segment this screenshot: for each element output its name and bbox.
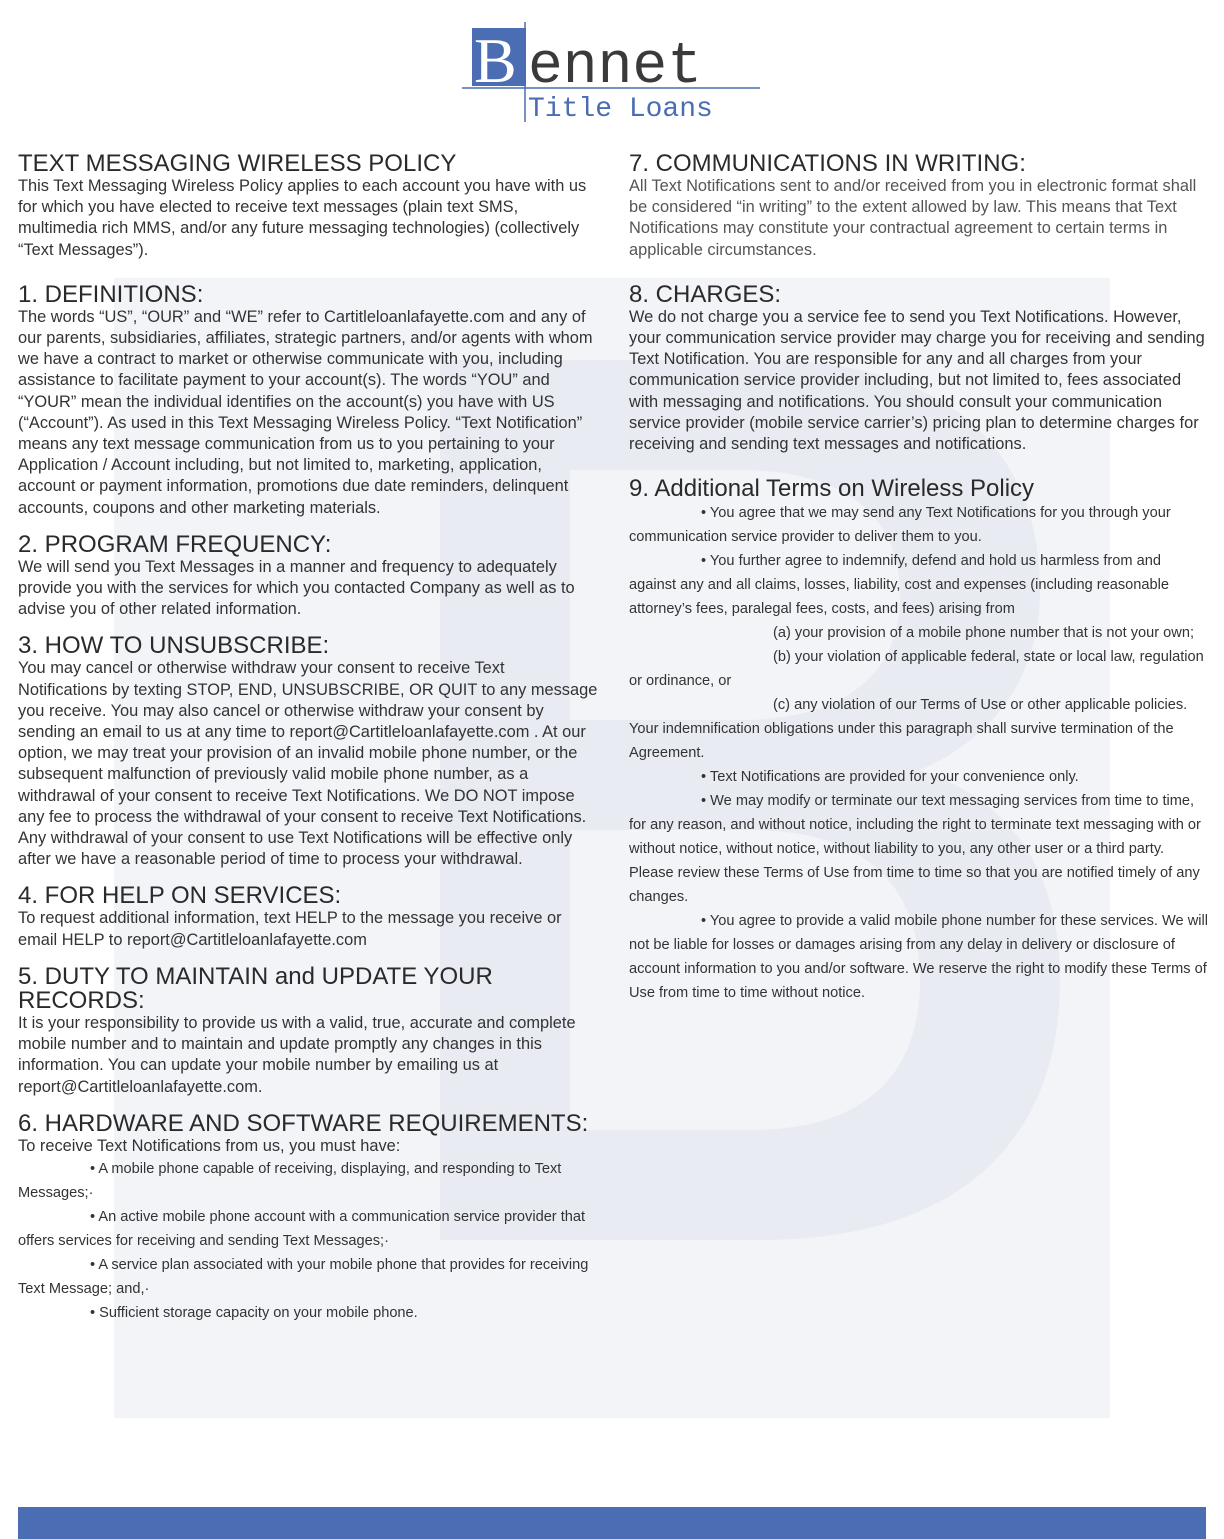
list-item: • You further agree to indemnify, defend and hold us harmless from and against any and all claims, losses, liability, cost and expenses (including reasonable attorney’s fees, paralegal fees, costs, and fees) arising from: [629, 553, 1169, 618]
list-item: • Text Notifications are provided for your convenience only.: [701, 769, 1079, 786]
section-requirements: [18, 1109, 598, 1325]
section-title: 5. DUTY TO MAINTAIN and UPDATE YOUR RECORDS:: [18, 962, 493, 1014]
section-text: All Text Notifications sent to and/or received from you in electronic format shall be considered “in writing” to the extent allowed by law. This means that Text Notifications may constitute your contractual agreement to certain terms in applicable circumstances.: [629, 177, 1197, 259]
right-column: [629, 152, 1209, 1005]
section-charges: [629, 280, 1209, 455]
section-text: You may cancel or otherwise withdraw your consent to receive Text Notifications by texting STOP, END, UNSUBSCRIBE, OR QUIT to any message you receive. You may also cancel or otherwise withdraw your consent by sending an email to us at any time to report@Cartitleloanlafayette.com . At our option, we may treat your provision of an invalid mobile phone number, or the subsequent malfunction of previously valid mobile phone number, as a withdrawal of your consent to receive Text Notifications. We DO NOT impose any fee to process the withdrawal of your consent to receive Text Notifications. Any withdrawal of your consent to use Text Notifications will be effective only after we have a reasonable period of time to process your withdrawal.: [18, 659, 598, 869]
list-subitem: (b) your violation of applicable federal, state or local law, regulation or ordinance, or: [629, 649, 1204, 690]
bennet-logo: [460, 22, 770, 127]
section-text: The words “US”, “OUR” and “WE” refer to Cartitleloanlafayette.com and any of our parents, subsidiaries, affiliates, strategic partners, and/or agents with whom we have a contract to market or otherwise communicate with you, including assistance to facilitate payment to your account(s). The words “YOU” and “YOUR” mean the individual identifies on the account(s) you have with US (“Account”). As used in this Text Messaging Wireless Policy. “Text Notification” means any text message communication from us to you pertaining to your Application / Account including, but not limited to, marketing, application, account or payment information, promotions due date reminders, delinquent accounts, coupons and other marketing materials.: [18, 307, 593, 517]
section-text: To request additional information, text HELP to the message you receive or email HELP to report@Cartitleloanlafayette.com: [18, 909, 562, 949]
intro-text: This Text Messaging Wireless Policy applies to each account you have with us for which you have elected to receive text messages (plain text SMS, multimedia rich MMS, and/or any future messaging technologies) (collectively “Text Messages”).: [18, 177, 587, 259]
section-title: 2. PROGRAM FREQUENCY:: [18, 530, 332, 558]
section-title: 6. HARDWARE AND SOFTWARE REQUIREMENTS:: [18, 1109, 589, 1137]
section-text: It is your responsibility to provide us with a valid, true, accurate and complete mobile number and to maintain and update promptly any changes in this information. You can update your mobile number by emailing us at report@Cartitleloanlafayette.com.: [18, 1013, 576, 1096]
list-subitem: (c) any violation of our Terms of Use or other applicable policies. Your indemnification obligations under this paragraph shall survive termination of the Agreement.: [629, 697, 1188, 762]
footer-bar: [18, 1507, 1206, 1539]
section-unsubscribe: [18, 634, 598, 870]
list-item: • You agree to provide a valid mobile phone number for these services. We will not be liable for losses or damages arising from any delay in delivery or disclosure of account information to you and/or software. We reserve the right to modify these Terms of Use from time to time without notice.: [629, 913, 1208, 1002]
list-item: • You agree that we may send any Text Notifications for you through your communication service provider to deliver them to you.: [629, 505, 1171, 546]
page-title: TEXT MESSAGING WIRELESS POLICY: [18, 150, 457, 177]
left-column: [18, 152, 598, 1325]
list-item: • A service plan associated with your mobile phone that provides for receiving Text Message; and,·: [18, 1256, 589, 1297]
section-text: To receive Text Notifications from us, you must have:: [18, 1136, 401, 1155]
section-records: [18, 962, 598, 1098]
section-title: 4. FOR HELP ON SERVICES:: [18, 882, 342, 910]
section-title: 9. Additional Terms on Wireless Policy: [629, 475, 1035, 503]
section-help: [18, 884, 598, 950]
section-program-frequency: [18, 530, 598, 621]
section-title: 3. HOW TO UNSUBSCRIBE:: [18, 632, 330, 660]
list-item: • We may modify or terminate our text messaging services from time to time, for any reason, and without notice, including the right to terminate text messaging with or without notice, without notice, without liability to you, any other user or a third party. Please review these Terms of Use from time to time so that you are notified timely of any changes.: [629, 793, 1201, 906]
section-additional-terms: [629, 477, 1209, 1005]
section-title: 8. CHARGES:: [629, 280, 782, 308]
intro-section: [18, 152, 598, 261]
section-definitions: [18, 280, 598, 519]
list-item: • An active mobile phone account with a communication service provider that offers services for receiving and sending Text Messages;·: [18, 1208, 586, 1249]
svg-text:Title Loans: Title Loans: [528, 94, 713, 125]
section-text: We do not charge you a service fee to send you Text Notifications. However, your communication service provider may charge you for receiving and sending Text Notification. You are responsible for any and all charges from your communication service provider including, but not limited to, fees associated with messaging and notifications. You should consult your communication service provider (mobile service carrier’s) pricing plan to determine charges for receiving and sending text messages and notifications.: [629, 307, 1205, 454]
section-text: We will send you Text Messages in a manner and frequency to adequately provide you with the services for which you contacted Company as well as to advise you of other related information.: [18, 557, 575, 619]
section-title: 7. COMMUNICATIONS IN WRITING:: [629, 150, 1026, 177]
svg-text:B: B: [474, 25, 517, 96]
svg-text:ennet: ennet: [528, 35, 703, 100]
section-communications: [629, 152, 1209, 261]
list-item: • A mobile phone capable of receiving, displaying, and responding to Text Messages;·: [18, 1160, 562, 1201]
list-subitem: (a) your provision of a mobile phone number that is not your own;: [773, 625, 1195, 642]
section-title: 1. DEFINITIONS:: [18, 280, 204, 308]
list-item: • Sufficient storage capacity on your mobile phone.: [90, 1304, 418, 1321]
